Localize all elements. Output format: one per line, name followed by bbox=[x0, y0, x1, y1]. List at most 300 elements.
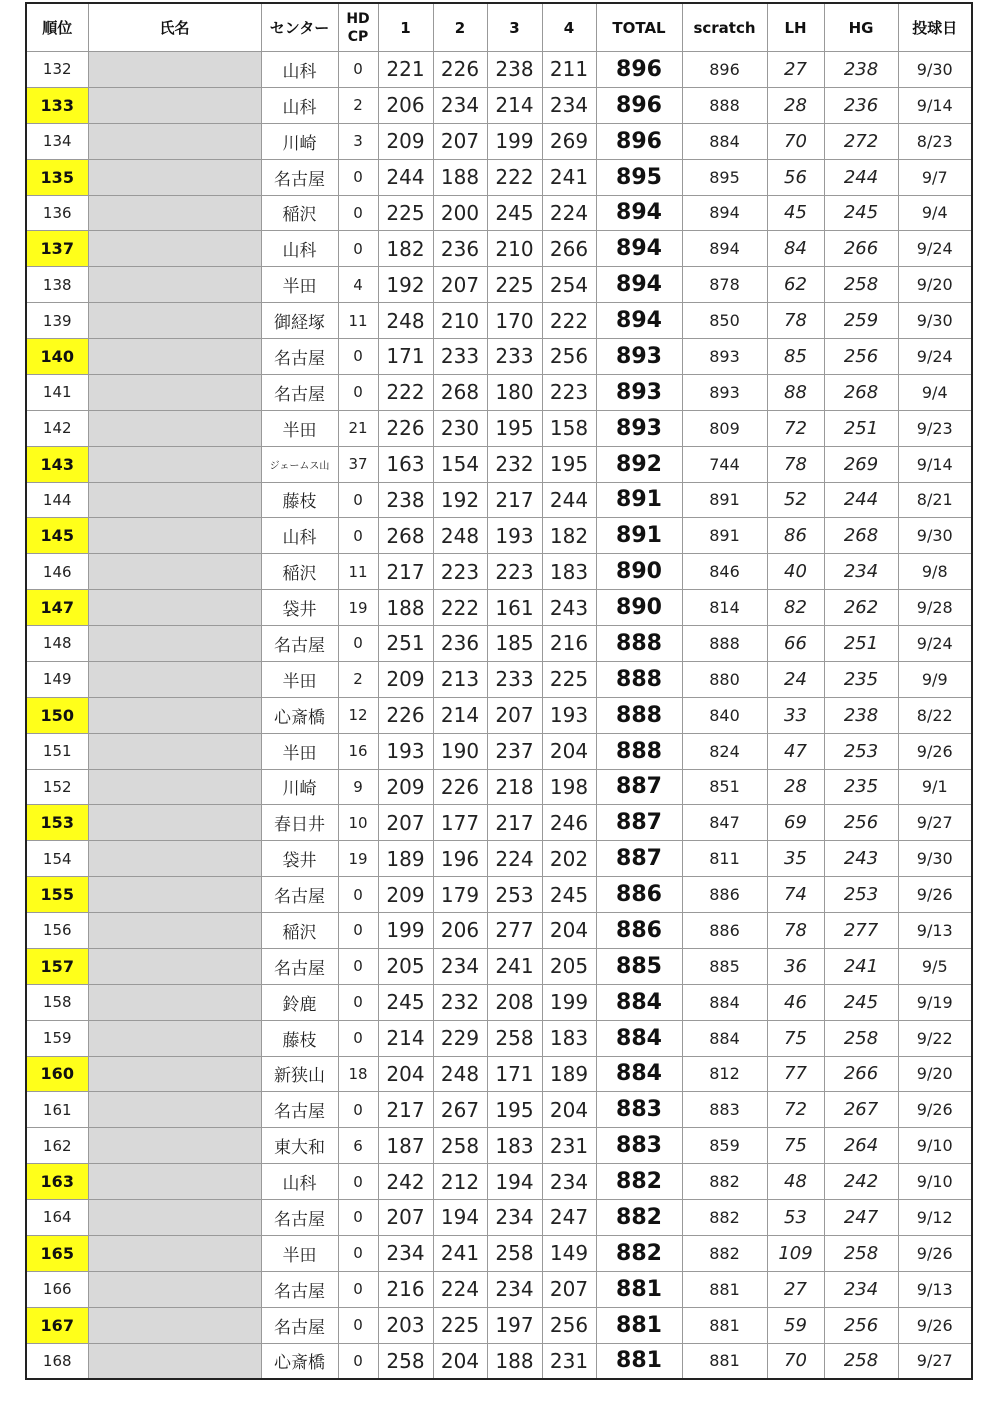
game-3-score: 195 bbox=[487, 1092, 542, 1128]
game-4-score: 231 bbox=[542, 1128, 596, 1164]
game-1-score: 268 bbox=[378, 518, 433, 554]
hg-score: 251 bbox=[824, 626, 898, 662]
game-1-score: 217 bbox=[378, 1092, 433, 1128]
play-date: 9/9 bbox=[898, 661, 972, 697]
game-1-score: 171 bbox=[378, 339, 433, 375]
hg-score: 258 bbox=[824, 267, 898, 303]
center-cell: 稲沢 bbox=[261, 913, 338, 949]
header-scratch: scratch bbox=[682, 3, 767, 52]
game-3-score: 258 bbox=[487, 1235, 542, 1271]
total-score: 894 bbox=[596, 195, 682, 231]
lh-score: 69 bbox=[767, 805, 824, 841]
game-4-score: 222 bbox=[542, 303, 596, 339]
total-score: 881 bbox=[596, 1343, 682, 1379]
game-2-score: 188 bbox=[433, 159, 487, 195]
table-row bbox=[26, 518, 972, 554]
hg-score: 244 bbox=[824, 482, 898, 518]
table-row bbox=[26, 1128, 972, 1164]
rank-cell: 138 bbox=[26, 267, 88, 303]
game-4-score: 245 bbox=[542, 877, 596, 913]
total-score: 888 bbox=[596, 626, 682, 662]
total-score: 882 bbox=[596, 1164, 682, 1200]
table-row bbox=[26, 626, 972, 662]
scratch-score: 888 bbox=[682, 87, 767, 123]
game-1-score: 199 bbox=[378, 913, 433, 949]
scratch-score: 878 bbox=[682, 267, 767, 303]
lh-score: 28 bbox=[767, 769, 824, 805]
hg-score: 277 bbox=[824, 913, 898, 949]
header-hdcp-bottom: CP bbox=[347, 28, 369, 45]
table-row bbox=[26, 1020, 972, 1056]
game-3-score: 214 bbox=[487, 87, 542, 123]
game-2-score: 229 bbox=[433, 1020, 487, 1056]
table-row bbox=[26, 805, 972, 841]
center-cell: 名古屋 bbox=[261, 374, 338, 410]
game-1-score: 217 bbox=[378, 554, 433, 590]
name-cell bbox=[88, 1128, 261, 1164]
play-date: 9/24 bbox=[898, 339, 972, 375]
game-1-score: 189 bbox=[378, 841, 433, 877]
hdcp-cell: 0 bbox=[338, 984, 378, 1020]
game-3-score: 193 bbox=[487, 518, 542, 554]
game-2-score: 177 bbox=[433, 805, 487, 841]
game-3-score: 224 bbox=[487, 841, 542, 877]
game-1-score: 206 bbox=[378, 87, 433, 123]
game-4-score: 205 bbox=[542, 948, 596, 984]
total-score: 882 bbox=[596, 1200, 682, 1236]
name-cell bbox=[88, 231, 261, 267]
lh-score: 47 bbox=[767, 733, 824, 769]
game-1-score: 226 bbox=[378, 697, 433, 733]
total-score: 887 bbox=[596, 805, 682, 841]
game-4-score: 193 bbox=[542, 697, 596, 733]
name-cell bbox=[88, 913, 261, 949]
total-score: 893 bbox=[596, 374, 682, 410]
name-cell bbox=[88, 303, 261, 339]
game-2-score: 222 bbox=[433, 590, 487, 626]
game-4-score: 223 bbox=[542, 374, 596, 410]
play-date: 9/26 bbox=[898, 733, 972, 769]
table-row bbox=[26, 1271, 972, 1307]
name-cell bbox=[88, 482, 261, 518]
play-date: 9/27 bbox=[898, 805, 972, 841]
hg-score: 247 bbox=[824, 1200, 898, 1236]
game-1-score: 221 bbox=[378, 52, 433, 88]
play-date: 9/7 bbox=[898, 159, 972, 195]
rank-cell: 162 bbox=[26, 1128, 88, 1164]
rank-cell: 150 bbox=[26, 697, 88, 733]
game-2-score: 207 bbox=[433, 267, 487, 303]
game-3-score: 237 bbox=[487, 733, 542, 769]
scratch-score: 851 bbox=[682, 769, 767, 805]
game-4-score: 234 bbox=[542, 87, 596, 123]
game-3-score: 233 bbox=[487, 661, 542, 697]
game-4-score: 241 bbox=[542, 159, 596, 195]
scratch-score: 881 bbox=[682, 1271, 767, 1307]
table-row bbox=[26, 1056, 972, 1092]
table-row bbox=[26, 87, 972, 123]
scratch-score: 882 bbox=[682, 1235, 767, 1271]
scratch-score: 881 bbox=[682, 1307, 767, 1343]
scratch-score: 884 bbox=[682, 984, 767, 1020]
table-row bbox=[26, 1200, 972, 1236]
hg-score: 262 bbox=[824, 590, 898, 626]
hg-score: 235 bbox=[824, 661, 898, 697]
game-4-score: 246 bbox=[542, 805, 596, 841]
hg-score: 243 bbox=[824, 841, 898, 877]
hdcp-cell: 0 bbox=[338, 1020, 378, 1056]
name-cell bbox=[88, 159, 261, 195]
game-4-score: 234 bbox=[542, 1164, 596, 1200]
play-date: 9/26 bbox=[898, 877, 972, 913]
header-hg: HG bbox=[824, 3, 898, 52]
center-cell: 半田 bbox=[261, 410, 338, 446]
rank-cell: 158 bbox=[26, 984, 88, 1020]
hg-score: 272 bbox=[824, 123, 898, 159]
total-score: 888 bbox=[596, 697, 682, 733]
game-1-score: 226 bbox=[378, 410, 433, 446]
play-date: 9/13 bbox=[898, 1271, 972, 1307]
scratch-score: 850 bbox=[682, 303, 767, 339]
name-cell bbox=[88, 948, 261, 984]
hg-score: 234 bbox=[824, 1271, 898, 1307]
table-row bbox=[26, 267, 972, 303]
hg-score: 236 bbox=[824, 87, 898, 123]
hdcp-cell: 0 bbox=[338, 159, 378, 195]
total-score: 894 bbox=[596, 231, 682, 267]
center-cell: 名古屋 bbox=[261, 1307, 338, 1343]
game-2-score: 214 bbox=[433, 697, 487, 733]
total-score: 892 bbox=[596, 446, 682, 482]
lh-score: 46 bbox=[767, 984, 824, 1020]
game-3-score: 233 bbox=[487, 339, 542, 375]
game-1-score: 182 bbox=[378, 231, 433, 267]
table-row bbox=[26, 661, 972, 697]
center-cell: 心斎橋 bbox=[261, 1343, 338, 1379]
game-4-score: 158 bbox=[542, 410, 596, 446]
game-4-score: 256 bbox=[542, 339, 596, 375]
scratch-score: 886 bbox=[682, 877, 767, 913]
name-cell bbox=[88, 626, 261, 662]
hg-score: 241 bbox=[824, 948, 898, 984]
center-cell: 川崎 bbox=[261, 769, 338, 805]
hdcp-cell: 0 bbox=[338, 626, 378, 662]
game-1-score: 238 bbox=[378, 482, 433, 518]
hg-score: 256 bbox=[824, 339, 898, 375]
total-score: 883 bbox=[596, 1092, 682, 1128]
name-cell bbox=[88, 697, 261, 733]
total-score: 890 bbox=[596, 554, 682, 590]
game-2-score: 226 bbox=[433, 52, 487, 88]
table-row bbox=[26, 410, 972, 446]
play-date: 9/13 bbox=[898, 913, 972, 949]
header-game-3: 3 bbox=[487, 3, 542, 52]
lh-score: 27 bbox=[767, 1271, 824, 1307]
lh-score: 72 bbox=[767, 410, 824, 446]
lh-score: 109 bbox=[767, 1235, 824, 1271]
game-4-score: 231 bbox=[542, 1343, 596, 1379]
name-cell bbox=[88, 1200, 261, 1236]
hdcp-cell: 0 bbox=[338, 948, 378, 984]
play-date: 8/22 bbox=[898, 697, 972, 733]
game-3-score: 223 bbox=[487, 554, 542, 590]
rank-cell: 152 bbox=[26, 769, 88, 805]
game-2-score: 179 bbox=[433, 877, 487, 913]
header-name: 氏名 bbox=[88, 3, 261, 52]
hg-score: 242 bbox=[824, 1164, 898, 1200]
total-score: 885 bbox=[596, 948, 682, 984]
table-row bbox=[26, 877, 972, 913]
game-4-score: 269 bbox=[542, 123, 596, 159]
game-4-score: 189 bbox=[542, 1056, 596, 1092]
play-date: 9/26 bbox=[898, 1235, 972, 1271]
scratch-score: 809 bbox=[682, 410, 767, 446]
table-row bbox=[26, 482, 972, 518]
scratch-score: 840 bbox=[682, 697, 767, 733]
name-cell bbox=[88, 1056, 261, 1092]
hdcp-cell: 0 bbox=[338, 1164, 378, 1200]
center-cell: 山科 bbox=[261, 87, 338, 123]
hg-score: 238 bbox=[824, 52, 898, 88]
lh-score: 36 bbox=[767, 948, 824, 984]
game-2-score: 234 bbox=[433, 948, 487, 984]
rank-cell: 165 bbox=[26, 1235, 88, 1271]
game-1-score: 222 bbox=[378, 374, 433, 410]
table-row bbox=[26, 52, 972, 88]
game-2-score: 212 bbox=[433, 1164, 487, 1200]
game-1-score: 209 bbox=[378, 123, 433, 159]
hdcp-cell: 2 bbox=[338, 87, 378, 123]
scratch-score: 846 bbox=[682, 554, 767, 590]
name-cell bbox=[88, 1092, 261, 1128]
game-1-score: 244 bbox=[378, 159, 433, 195]
play-date: 9/8 bbox=[898, 554, 972, 590]
table-row bbox=[26, 446, 972, 482]
game-1-score: 234 bbox=[378, 1235, 433, 1271]
name-cell bbox=[88, 841, 261, 877]
play-date: 9/14 bbox=[898, 87, 972, 123]
game-3-score: 258 bbox=[487, 1020, 542, 1056]
center-cell: 稲沢 bbox=[261, 554, 338, 590]
rank-cell: 161 bbox=[26, 1092, 88, 1128]
table-row bbox=[26, 913, 972, 949]
table-row bbox=[26, 159, 972, 195]
game-1-score: 245 bbox=[378, 984, 433, 1020]
lh-score: 75 bbox=[767, 1128, 824, 1164]
name-cell bbox=[88, 984, 261, 1020]
scratch-score: 882 bbox=[682, 1200, 767, 1236]
hdcp-cell: 6 bbox=[338, 1128, 378, 1164]
hg-score: 245 bbox=[824, 984, 898, 1020]
scratch-score: 814 bbox=[682, 590, 767, 626]
name-cell bbox=[88, 87, 261, 123]
play-date: 9/1 bbox=[898, 769, 972, 805]
scratch-score: 824 bbox=[682, 733, 767, 769]
game-4-score: 243 bbox=[542, 590, 596, 626]
hdcp-cell: 18 bbox=[338, 1056, 378, 1092]
game-1-score: 209 bbox=[378, 769, 433, 805]
name-cell bbox=[88, 1307, 261, 1343]
hg-score: 253 bbox=[824, 733, 898, 769]
hdcp-cell: 0 bbox=[338, 52, 378, 88]
game-3-score: 218 bbox=[487, 769, 542, 805]
play-date: 9/19 bbox=[898, 984, 972, 1020]
rank-cell: 141 bbox=[26, 374, 88, 410]
hg-score: 235 bbox=[824, 769, 898, 805]
name-cell bbox=[88, 661, 261, 697]
lh-score: 53 bbox=[767, 1200, 824, 1236]
hg-score: 256 bbox=[824, 1307, 898, 1343]
total-score: 884 bbox=[596, 1056, 682, 1092]
center-cell: ジェームス山 bbox=[261, 446, 338, 482]
hg-score: 251 bbox=[824, 410, 898, 446]
lh-score: 86 bbox=[767, 518, 824, 554]
game-3-score: 199 bbox=[487, 123, 542, 159]
scratch-score: 893 bbox=[682, 339, 767, 375]
lh-score: 72 bbox=[767, 1092, 824, 1128]
lh-score: 62 bbox=[767, 267, 824, 303]
table-row bbox=[26, 984, 972, 1020]
game-3-score: 183 bbox=[487, 1128, 542, 1164]
game-4-score: 266 bbox=[542, 231, 596, 267]
rank-cell: 164 bbox=[26, 1200, 88, 1236]
table-row bbox=[26, 1235, 972, 1271]
game-2-score: 213 bbox=[433, 661, 487, 697]
total-score: 881 bbox=[596, 1307, 682, 1343]
game-1-score: 188 bbox=[378, 590, 433, 626]
game-4-score: 204 bbox=[542, 1092, 596, 1128]
game-2-score: 210 bbox=[433, 303, 487, 339]
game-1-score: 204 bbox=[378, 1056, 433, 1092]
table-row bbox=[26, 123, 972, 159]
game-1-score: 242 bbox=[378, 1164, 433, 1200]
lh-score: 70 bbox=[767, 123, 824, 159]
scratch-score: 881 bbox=[682, 1343, 767, 1379]
game-3-score: 253 bbox=[487, 877, 542, 913]
game-4-score: 256 bbox=[542, 1307, 596, 1343]
play-date: 9/12 bbox=[898, 1200, 972, 1236]
game-3-score: 225 bbox=[487, 267, 542, 303]
center-cell: 名古屋 bbox=[261, 159, 338, 195]
hdcp-cell: 10 bbox=[338, 805, 378, 841]
rank-cell: 146 bbox=[26, 554, 88, 590]
game-3-score: 197 bbox=[487, 1307, 542, 1343]
total-score: 896 bbox=[596, 87, 682, 123]
scratch-score: 812 bbox=[682, 1056, 767, 1092]
play-date: 9/4 bbox=[898, 374, 972, 410]
scratch-score: 880 bbox=[682, 661, 767, 697]
hdcp-cell: 0 bbox=[338, 374, 378, 410]
game-3-score: 217 bbox=[487, 482, 542, 518]
rank-cell: 139 bbox=[26, 303, 88, 339]
rank-cell: 135 bbox=[26, 159, 88, 195]
game-3-score: 222 bbox=[487, 159, 542, 195]
center-cell: 名古屋 bbox=[261, 339, 338, 375]
play-date: 9/20 bbox=[898, 1056, 972, 1092]
lh-score: 78 bbox=[767, 303, 824, 339]
table-body bbox=[26, 52, 972, 1380]
header-lh: LH bbox=[767, 3, 824, 52]
lh-score: 28 bbox=[767, 87, 824, 123]
table-row bbox=[26, 841, 972, 877]
game-4-score: 202 bbox=[542, 841, 596, 877]
table-row bbox=[26, 231, 972, 267]
game-4-score: 183 bbox=[542, 1020, 596, 1056]
total-score: 894 bbox=[596, 303, 682, 339]
header-hdcp bbox=[338, 3, 378, 52]
scratch-score: 883 bbox=[682, 1092, 767, 1128]
lh-score: 27 bbox=[767, 52, 824, 88]
hg-score: 266 bbox=[824, 231, 898, 267]
scratch-score: 894 bbox=[682, 231, 767, 267]
hdcp-cell: 0 bbox=[338, 339, 378, 375]
center-cell: 名古屋 bbox=[261, 1092, 338, 1128]
name-cell bbox=[88, 52, 261, 88]
hdcp-cell: 0 bbox=[338, 1235, 378, 1271]
center-cell: 名古屋 bbox=[261, 948, 338, 984]
rank-cell: 163 bbox=[26, 1164, 88, 1200]
game-1-score: 225 bbox=[378, 195, 433, 231]
hg-score: 258 bbox=[824, 1020, 898, 1056]
play-date: 9/26 bbox=[898, 1307, 972, 1343]
game-1-score: 248 bbox=[378, 303, 433, 339]
game-3-score: 195 bbox=[487, 410, 542, 446]
header-hdcp-top: HD bbox=[346, 10, 370, 27]
game-1-score: 207 bbox=[378, 1200, 433, 1236]
lh-score: 85 bbox=[767, 339, 824, 375]
game-3-score: 232 bbox=[487, 446, 542, 482]
table-row bbox=[26, 339, 972, 375]
game-4-score: 195 bbox=[542, 446, 596, 482]
table-row bbox=[26, 733, 972, 769]
center-cell: 名古屋 bbox=[261, 1271, 338, 1307]
rank-cell: 154 bbox=[26, 841, 88, 877]
game-4-score: 204 bbox=[542, 733, 596, 769]
table-row bbox=[26, 195, 972, 231]
total-score: 891 bbox=[596, 482, 682, 518]
center-cell: 山科 bbox=[261, 1164, 338, 1200]
play-date: 9/27 bbox=[898, 1343, 972, 1379]
center-cell: 袋井 bbox=[261, 590, 338, 626]
hg-score: 268 bbox=[824, 518, 898, 554]
game-2-score: 232 bbox=[433, 984, 487, 1020]
lh-score: 35 bbox=[767, 841, 824, 877]
name-cell bbox=[88, 339, 261, 375]
scratch-score: 884 bbox=[682, 1020, 767, 1056]
table-row bbox=[26, 1092, 972, 1128]
game-2-score: 233 bbox=[433, 339, 487, 375]
name-cell bbox=[88, 1164, 261, 1200]
play-date: 9/10 bbox=[898, 1128, 972, 1164]
rank-cell: 144 bbox=[26, 482, 88, 518]
play-date: 8/21 bbox=[898, 482, 972, 518]
game-3-score: 234 bbox=[487, 1200, 542, 1236]
scratch-score: 859 bbox=[682, 1128, 767, 1164]
play-date: 9/10 bbox=[898, 1164, 972, 1200]
game-2-score: 194 bbox=[433, 1200, 487, 1236]
play-date: 9/4 bbox=[898, 195, 972, 231]
hdcp-cell: 11 bbox=[338, 303, 378, 339]
hg-score: 234 bbox=[824, 554, 898, 590]
total-score: 887 bbox=[596, 841, 682, 877]
hdcp-cell: 12 bbox=[338, 697, 378, 733]
game-3-score: 207 bbox=[487, 697, 542, 733]
rank-cell: 145 bbox=[26, 518, 88, 554]
game-2-score: 200 bbox=[433, 195, 487, 231]
game-1-score: 187 bbox=[378, 1128, 433, 1164]
hdcp-cell: 19 bbox=[338, 590, 378, 626]
total-score: 881 bbox=[596, 1271, 682, 1307]
